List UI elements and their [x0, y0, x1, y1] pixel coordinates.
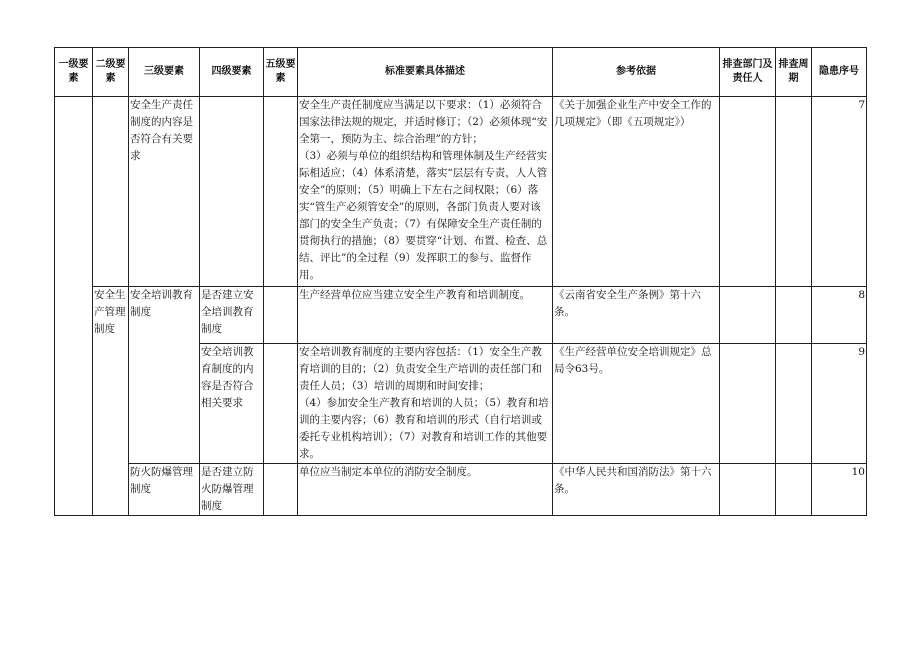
standard-paragraph: （4）参加安全生产教育和培训的人员；（5）教育和培训的主要内容；（6）教育和培训的形式（自行培训或委托专业机构培训）；（7）对教育和培训工作的其他要求。	[299, 397, 549, 460]
standard-cell	[298, 97, 553, 287]
reference-cell: 《关于加强企业生产中安全工作的几项规定》（即《五项规定》）	[553, 97, 720, 287]
header-level3: 三级要素	[129, 48, 200, 97]
header-level1: 一级要素	[55, 48, 93, 97]
period-cell	[776, 464, 812, 516]
level5-cell	[264, 97, 298, 287]
dept-cell	[720, 287, 776, 344]
reference-cell: 《中华人民共和国消防法》第十六条。	[553, 464, 720, 516]
reference-cell: 《生产经营单位安全培训规定》总局令63号。	[553, 344, 720, 464]
level4-cell: 是否建立安全培训教育制度	[200, 287, 264, 344]
hazard-number: 7	[812, 97, 867, 287]
reference-cell: 《云南省安全生产条例》第十六条。	[553, 287, 720, 344]
hazard-number: 9	[812, 344, 867, 464]
dept-cell	[720, 464, 776, 516]
header-level5: 五级要素	[264, 48, 298, 97]
header-level2: 二级要素	[93, 48, 129, 97]
period-cell	[776, 344, 812, 464]
standard-paragraph: 安全培训教育制度的主要内容包括：（1）安全生产教育培训的目的；（2）负责安全生产培训的责任部门和责任人员；（3）培训的周期和时间安排；	[299, 346, 542, 392]
period-cell	[776, 287, 812, 344]
table-row	[55, 287, 867, 344]
table-row	[55, 97, 867, 287]
standard-cell	[298, 464, 553, 516]
standard-cell	[298, 287, 553, 344]
level1-cell	[55, 97, 93, 516]
header-row	[55, 48, 867, 97]
standard-cell	[298, 344, 553, 464]
standard-paragraph: 安全生产责任制度应当满足以下要求：（1）必须符合国家法律法规的规定，并适时修订；（2）必须体现“安全第一，预防为主、综合治理”的方针；	[299, 99, 548, 145]
dept-cell	[720, 97, 776, 287]
table-row	[55, 464, 867, 516]
level4-cell	[200, 97, 264, 287]
header-level4: 四级要素	[200, 48, 264, 97]
period-cell	[776, 97, 812, 287]
level2-cell	[93, 97, 129, 287]
level5-cell	[264, 287, 298, 344]
standard-paragraph: （3）必须与单位的组织结构和管理体制及生产经营实际相适应；（4）体系清楚，落实“层层有专责，人人管安全”的原则；（5）明确上下左右之间权限；（6）落实“管生产必须管安全”的原则，各部门负责人要对该部门的安全生产负责；（7）有保障安全生产责任制的贯彻执行的措施；（8）要贯穿“计划、布置、检查、总结、评比”的全过程（9）发挥职工的参与、监督作用。	[299, 150, 548, 281]
header-standard: 标准要素具体描述	[298, 48, 553, 97]
level4-cell: 安全培训教育制度的内容是否符合相关要求	[200, 344, 264, 464]
hazard-number: 8	[812, 287, 867, 344]
dept-cell	[720, 344, 776, 464]
hazard-number: 10	[812, 464, 867, 516]
header-reference: 参考依据	[553, 48, 720, 97]
standard-paragraph: 单位应当制定本单位的消防安全制度。	[299, 466, 478, 478]
standard-paragraph: 生产经营单位应当建立安全生产教育和培训制度。	[299, 289, 530, 301]
header-hazard-no: 隐患序号	[812, 48, 867, 97]
level3-cell: 安全培训教育制度	[129, 287, 200, 464]
level5-cell	[264, 464, 298, 516]
level2-cell: 安全生产管理制度	[93, 287, 129, 516]
hazard-checklist-table	[54, 47, 867, 516]
header-dept: 排查部门及责任人	[720, 48, 776, 97]
level3-cell: 安全生产责任制度的内容是否符合有关要求	[129, 97, 200, 287]
header-period: 排查周期	[776, 48, 812, 97]
level4-cell: 是否建立防火防爆管理制度	[200, 464, 264, 516]
level5-cell	[264, 344, 298, 464]
level3-cell: 防火防爆管理制度	[129, 464, 200, 516]
